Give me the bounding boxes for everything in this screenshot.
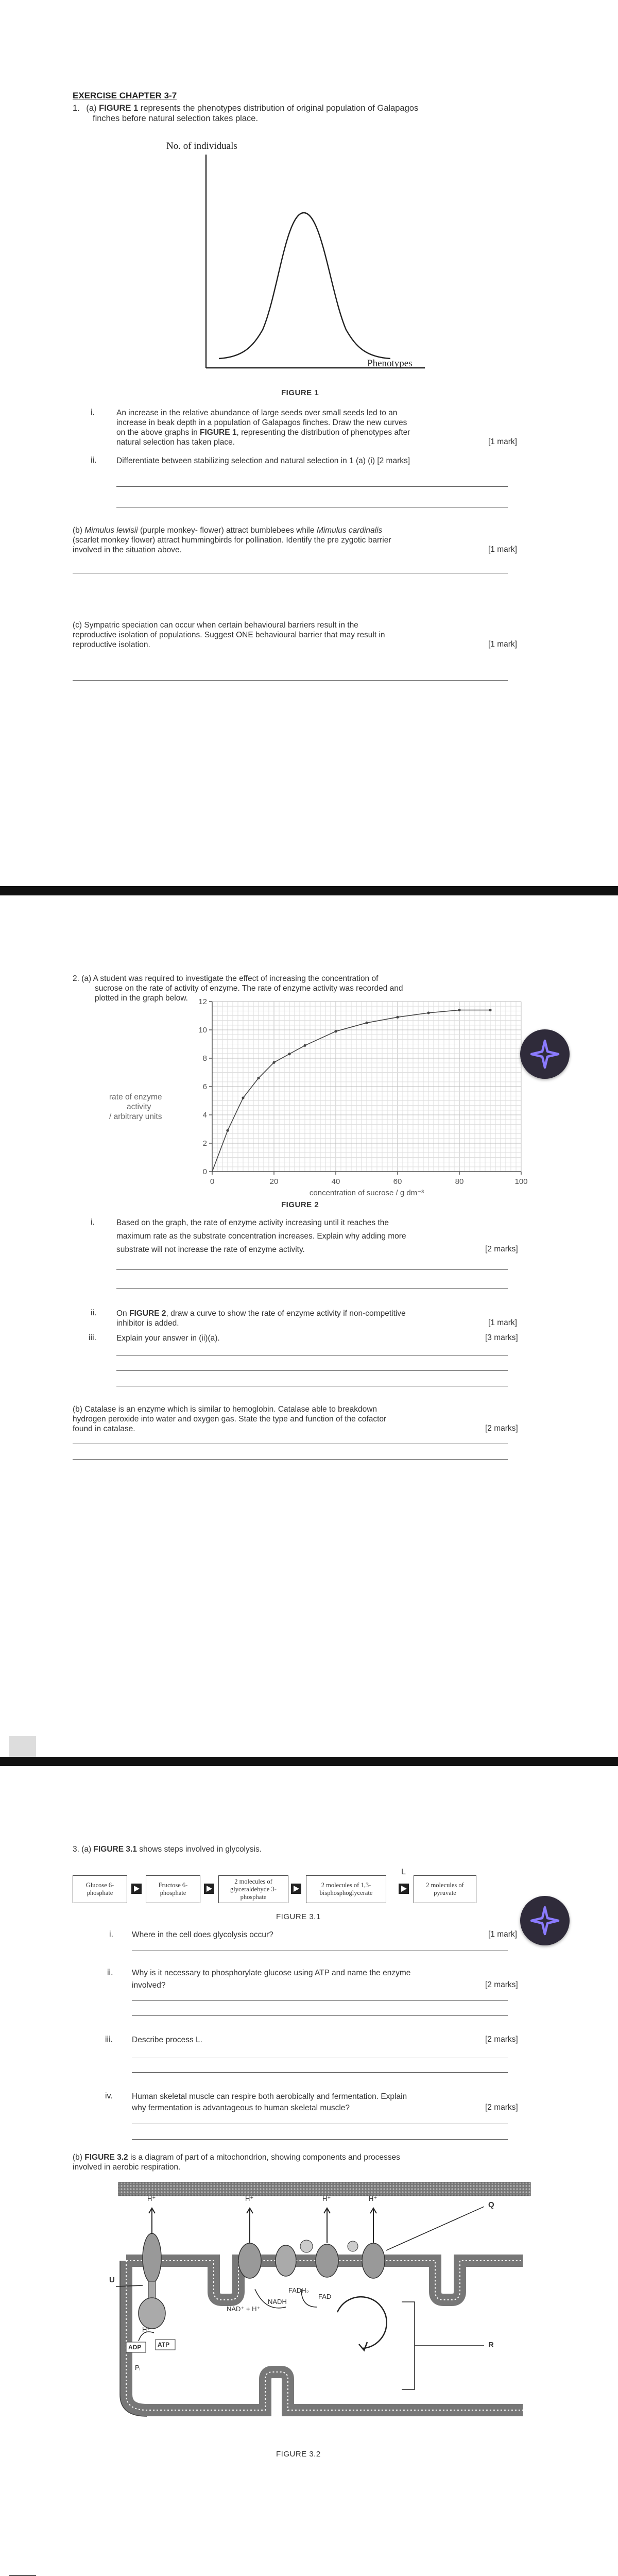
ai-assist-button-2[interactable] [520,1896,570,1945]
mito-label-Pi: Pᵢ [135,2364,141,2371]
q1-b-text-2: (scarlet monkey flower) attract hummingbirds for pollination. Identify the pre zygotic barrier [73,536,391,545]
q1-b-species-2: Mimulus cardinalis [316,526,383,535]
mito-label-FAD: FAD [318,2293,332,2300]
chart-xlabel: concentration of sucrose / g dm⁻³ [309,1189,424,1197]
flow-arrow-4 [399,1884,409,1894]
mito-label-H2: H⁺ [245,2195,254,2202]
q1-b-text-1 [73,526,382,535]
q2-b-answer-line-2[interactable] [73,1459,508,1460]
mito-label-NADH: NADH [268,2298,287,2306]
q2-i-text-2: maximum rate as the substrate concentration increases. Explain why adding more [116,1232,406,1241]
sparkle-icon [529,1905,560,1936]
q1-i-text-2: increase in beak depth in a population of Galapagos finches. Draw the new curves [116,418,407,427]
q2-ii-mark: [1 mark] [488,1318,517,1327]
chart-ylabel-1: rate of enzyme [109,1093,162,1101]
enzyme-rate-chart [185,998,546,1197]
data-point [396,1016,399,1019]
q3-i-mark: [1 mark] [488,1930,517,1939]
mito-label-ATP: ATP [158,2341,170,2348]
q3-iv-num: iv. [105,2092,113,2100]
stage-R-bracket [402,2302,415,2389]
q1-c-answer-line[interactable] [73,680,508,681]
flow-box-pyruvate: 2 molecules of pyruvate [414,1875,476,1903]
q2-b-text-3: found in catalase. [73,1425,135,1433]
q3-ii-answer-line-2[interactable] [132,2015,508,2016]
q1-b-label: (b) [73,526,82,535]
q2-ii-text-1 [116,1309,406,1318]
q3-iii-text: Describe process L. [132,2036,202,2044]
flow-box-fructose-6-phosphate: Fructose 6-phosphate [146,1875,200,1903]
q3-iii-mark: [2 marks] [485,2035,518,2044]
q3-ii-text-2: involved? [132,1981,166,1990]
y-tick-label: 12 [198,998,207,1006]
figure1-graph [196,155,427,392]
mito-label-H5: H⁺ [142,2326,151,2333]
data-point [427,1011,430,1014]
q3-ii-text-1: Why is it necessary to phosphorylate glucose using ATP and name the enzyme [132,1969,411,1977]
data-point [458,1009,460,1011]
figure3-2-caption: FIGURE 3.2 [276,2450,321,2459]
ai-assist-button-1[interactable] [520,1029,570,1079]
q1-number: 1. [73,104,80,113]
q2-i-answer-line-2[interactable] [116,1288,508,1289]
q1-i-num: i. [91,408,95,417]
q1-ii-num: ii. [91,456,97,465]
q1-ii-answer-line-1[interactable] [116,486,508,487]
q1-b-text-3: involved in the situation above. [73,546,182,554]
q3-iii-num: iii. [105,2035,113,2044]
q1-intro-rest: represents the phenotypes distribution of original population of Galapagos [140,104,419,113]
q2-b-text-1: (b) Catalase is an enzyme which is similar to hemoglobin. Catalase able to breakdown [73,1405,377,1414]
q2-i-text-1: Based on the graph, the rate of enzyme activity increasing until it reaches the [116,1218,389,1227]
q2-b-text-2: hydrogen peroxide into water and oxygen gas. State the type and function of the cofactor [73,1415,387,1423]
q1-i-text-3 [116,428,410,437]
page-2 [0,895,618,1757]
mito-label-Q: Q [488,2200,494,2209]
q1-c-text-1: (c) Sympatric speciation can occur when certain behavioural barriers result in the [73,621,358,630]
q1-i-text-1: An increase in the relative abundance of large seeds over small seeds led to an [116,409,398,417]
q2-intro-3: plotted in the graph below. [95,994,188,1003]
q2-ii-text-2: inhibitor is added. [116,1319,179,1328]
flow-box-glyceraldehyde-3-phosphate: 2 molecules of glyceraldehyde 3-phosphate [218,1875,288,1903]
q1-b-mark: [1 mark] [488,545,517,554]
q1-i-text-3a: on the above graphs in [116,428,198,437]
figure2-caption: FIGURE 2 [281,1200,319,1209]
q3-iv-text-2: why fermentation is advantageous to human skeletal muscle? [132,2104,350,2112]
flow-box-glucose-6-phosphate: Glucose 6-phosphate [73,1875,127,1903]
q3-i-num: i. [109,1930,113,1939]
q3-intro [73,1844,262,1854]
y-tick-label: 2 [202,1139,207,1148]
y-tick-label: 8 [202,1054,207,1063]
flow-arrow-2 [204,1884,214,1894]
q3-intro-a: 3. (a) [73,1845,92,1854]
q3-b-text-2: involved in aerobic respiration. [73,2163,181,2172]
flow-arrow-3 [291,1884,301,1894]
q2-i-num: i. [91,1218,95,1227]
q1-b-species-1: Mimulus lewisii [84,526,138,535]
y-tick-label: 0 [202,1167,207,1176]
flow-arrow-1 [131,1884,142,1894]
q2-i-mark: [2 marks] [485,1245,518,1253]
sparkle-icon [529,1039,560,1070]
x-tick-label: 0 [210,1177,215,1186]
figure1-caption: FIGURE 1 [281,388,319,397]
data-point [334,1030,337,1032]
q1-c-text-2: reproductive isolation of populations. Suggest ONE behavioural barrier that may result in [73,631,385,639]
page-divider-2 [0,1757,618,1766]
figure1-xlabel: Phenotypes [367,358,413,369]
label-Q-pointer [386,2207,484,2250]
mito-label-U: U [109,2276,115,2284]
flow-letter-L: L [401,1868,406,1876]
page-3 [0,1766,618,2576]
q3-intro-rest: shows steps involved in glycolysis. [139,1845,262,1854]
data-point [489,1009,491,1011]
q2-intro-2: sucrose on the rate of activity of enzyme. The rate of enzyme activity was recorded and [95,984,403,993]
q1-i-text-4: natural selection has taken place. [116,438,235,447]
mito-label-H3: H⁺ [322,2195,331,2202]
x-tick-label: 80 [455,1177,464,1186]
q2-intro-1: 2. (a) A student was required to investigate the effect of increasing the concentration of [73,974,379,983]
krebs-cycle-arrow [337,2297,387,2348]
mito-label-NAD: NAD⁺ + H⁺ [227,2305,261,2313]
q1-c-text-3: reproductive isolation. [73,640,150,649]
mito-label-H1: H⁺ [147,2195,156,2202]
q3-iv-answer-line-2[interactable] [132,2139,508,2140]
q1-i-text-3b: FIGURE 1 [200,428,237,437]
data-point [272,1061,275,1064]
data-point [257,1077,260,1079]
q3-b-fig: FIGURE 3.2 [84,2153,128,2162]
q3-b-rest: is a diagram of part of a mitochondrion, showing components and processes [130,2153,400,2162]
data-point [226,1129,229,1132]
page-1 [0,0,618,886]
q3-ii-mark: [2 marks] [485,1980,518,1989]
q2-iii-answer-line-2[interactable] [116,1370,508,1371]
q3-intro-fig: FIGURE 3.1 [93,1845,137,1854]
q3-iii-answer-line-2[interactable] [132,2072,508,2073]
y-tick-label: 6 [202,1082,207,1091]
q1-b-text-mid: (purple monkey- flower) attract bumblebees while [140,526,315,535]
q2-iii-text: Explain your answer in (ii)(a). [116,1334,220,1343]
x-tick-label: 60 [393,1177,402,1186]
page-divider-1 [0,886,618,895]
data-point [288,1053,290,1055]
chart-ylabel-3: / arbitrary units [109,1112,162,1121]
q2-ii-text-1b: FIGURE 2 [129,1309,166,1318]
exercise-title: EXERCISE CHAPTER 3-7 [73,91,177,100]
q1-i-mark: [1 mark] [488,437,517,446]
data-point [365,1022,368,1024]
q2-i-text-3: substrate will not increase the rate of enzyme activity. [116,1245,305,1254]
x-tick-label: 40 [331,1177,340,1186]
q3-b-text-1 [73,2153,400,2162]
q3-ii-answer-line-1[interactable] [132,2000,508,2001]
q3-i-text: Where in the cell does glycolysis occur? [132,1930,273,1939]
mito-label-FADH2: FADH₂ [288,2286,309,2294]
chart-ylabel-2: activity [127,1103,151,1111]
figure1-curve [219,213,390,359]
q2-ii-text-1a: On [116,1309,127,1318]
q1-i-text-3c: , representing the distribution of phenotypes after [236,428,410,437]
q2-ii-text-1c: , draw a curve to show the rate of enzyme activity if non-competitive [166,1309,406,1318]
q1-intro-a: (a) [86,104,97,113]
y-tick-label: 4 [202,1111,207,1120]
q2-b-mark: [2 marks] [485,1424,518,1433]
figure3-1-caption: FIGURE 3.1 [276,1912,321,1921]
q1-ii-text: Differentiate between stabilizing selection and natural selection in 1 (a) (i) [2 marks] [116,456,410,465]
q2-iii-num: iii. [89,1333,97,1342]
data-point [242,1096,244,1099]
q1-intro-line1 [73,103,546,113]
mitochondrion-diagram [95,2178,548,2446]
x-tick-label: 20 [269,1177,279,1186]
figure1-ylabel: No. of individuals [166,141,237,151]
electron-transport-complexes [238,2208,385,2278]
q2-iii-mark: [3 marks] [485,1333,518,1342]
q1-c-mark: [1 mark] [488,640,517,649]
mito-label-H4: H⁺ [369,2195,377,2202]
q1-intro-line2: finches before natural selection takes place. [93,114,259,123]
data-point [303,1044,306,1047]
y-tick-label: 10 [198,1026,207,1035]
mito-label-ADP: ADP [128,2344,142,2351]
flow-box-bisphosphoglycerate: 2 molecules of 1,3-bisphosphoglycerate [306,1875,386,1903]
q2-i-answer-line-1[interactable] [116,1269,508,1270]
q2-ii-num: ii. [91,1309,97,1317]
q3-ii-num: ii. [107,1968,113,1977]
q3-iv-mark: [2 marks] [485,2103,518,2112]
atp-synthase [139,2208,165,2329]
q3-b-label: (b) [73,2153,82,2162]
q3-iv-text-1: Human skeletal muscle can respire both aerobically and fermentation. Explain [132,2092,407,2101]
mito-label-R: R [488,2341,494,2349]
x-tick-label: 100 [514,1177,528,1186]
q1-intro-fig: FIGURE 1 [99,104,139,113]
